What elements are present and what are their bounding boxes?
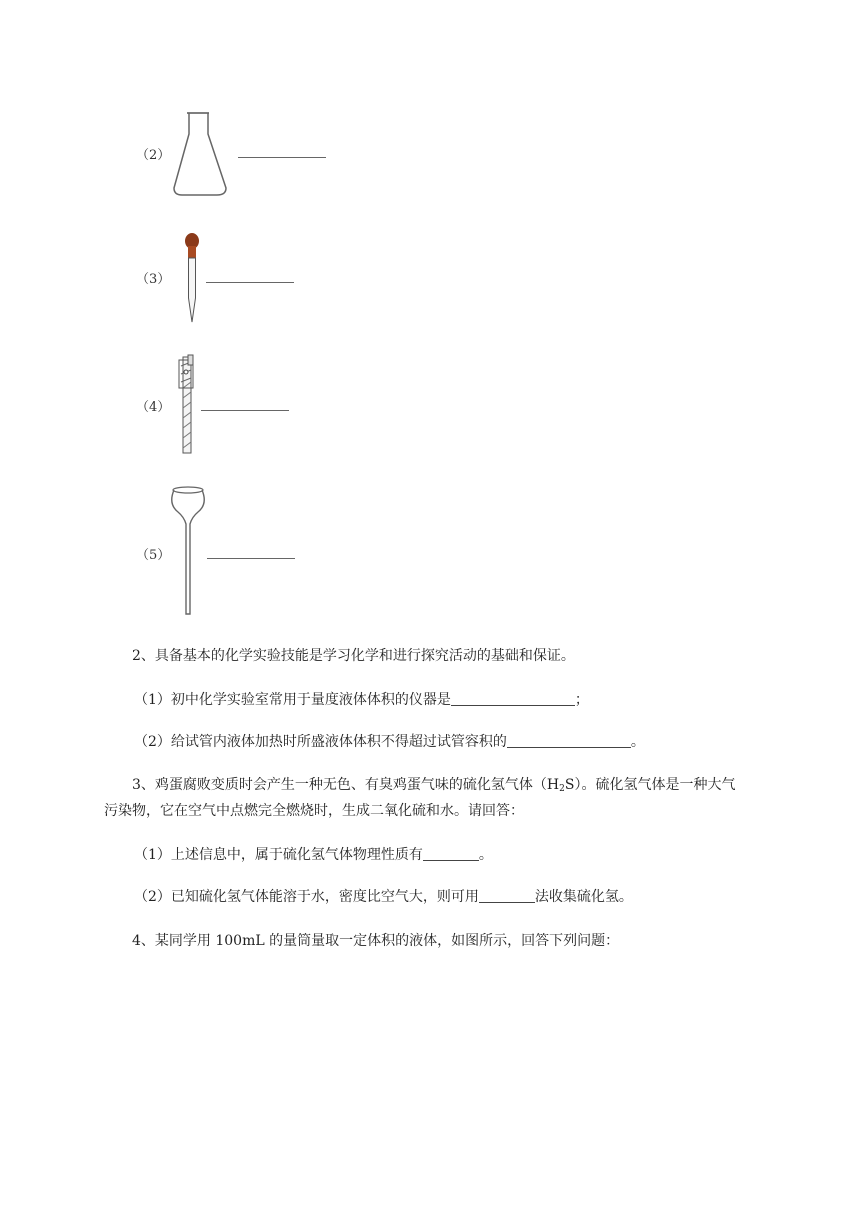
long-neck-funnel-icon	[166, 484, 210, 618]
q3-part-1	[134, 845, 493, 865]
q3-stem-text-b: S）。硫化氢气体是一种大气	[564, 777, 736, 793]
item-2-answer-blank[interactable]	[238, 157, 326, 158]
q3-part-2-blank[interactable]	[479, 888, 535, 903]
q3-part-2-text: （2）已知硫化氢气体能溶于水，密度比空气大，则可用	[134, 889, 479, 905]
q3-part-2	[134, 887, 633, 907]
item-4-answer-blank[interactable]	[201, 410, 289, 411]
q2-part-2	[134, 732, 645, 752]
q4-stem: 4、某同学用 100mL 的量筒量取一定体积的液体，如图所示，回答下列问题：	[132, 933, 620, 949]
item-4-label: （4）	[136, 400, 171, 415]
item-3-label: （3）	[136, 272, 171, 287]
item-2-label: （2）	[136, 148, 171, 163]
item-5-answer-blank[interactable]	[207, 558, 295, 559]
q3-part-1-blank[interactable]	[423, 846, 479, 861]
q3-stem-text-a: 3、鸡蛋腐败变质时会产生一种无色、有臭鸡蛋气味的硫化氢气体（H	[132, 777, 560, 793]
item-5-label: （5）	[136, 548, 171, 563]
q2-part-1-text: （1）初中化学实验室常用于量度液体体积的仪器是	[134, 692, 451, 708]
q3-part-1-suffix: 。	[478, 847, 493, 863]
q2-part-2-suffix: 。	[630, 734, 645, 750]
q3-part-1-text: （1）上述信息中，属于硫化氢气体物理性质有	[134, 847, 423, 863]
test-tube-holder-icon	[172, 352, 200, 456]
q2-part-2-text: （2）给试管内液体加热时所盛液体体积不得超过试管容积的	[134, 734, 507, 750]
q2-part-2-blank[interactable]	[507, 733, 631, 748]
q2-part-1-suffix: ；	[574, 692, 589, 708]
q3-stem-line-1	[132, 775, 735, 799]
q2-part-1-blank[interactable]	[451, 691, 575, 706]
q2-part-1	[134, 690, 589, 710]
conical-flask-icon	[170, 108, 240, 200]
item-3-answer-blank[interactable]	[206, 282, 294, 283]
q3-stem-subscript: 2	[559, 784, 565, 794]
q3-stem-line-2: 污染物，它在空气中点燃完全燃烧时，生成二氧化硫和水。请回答：	[104, 803, 524, 819]
q3-part-2-suffix: 法收集硫化氢。	[534, 889, 633, 905]
dropper-icon	[180, 230, 204, 325]
q2-stem: 2、具备基本的化学实验技能是学习化学和进行探究活动的基础和保证。	[132, 648, 575, 664]
